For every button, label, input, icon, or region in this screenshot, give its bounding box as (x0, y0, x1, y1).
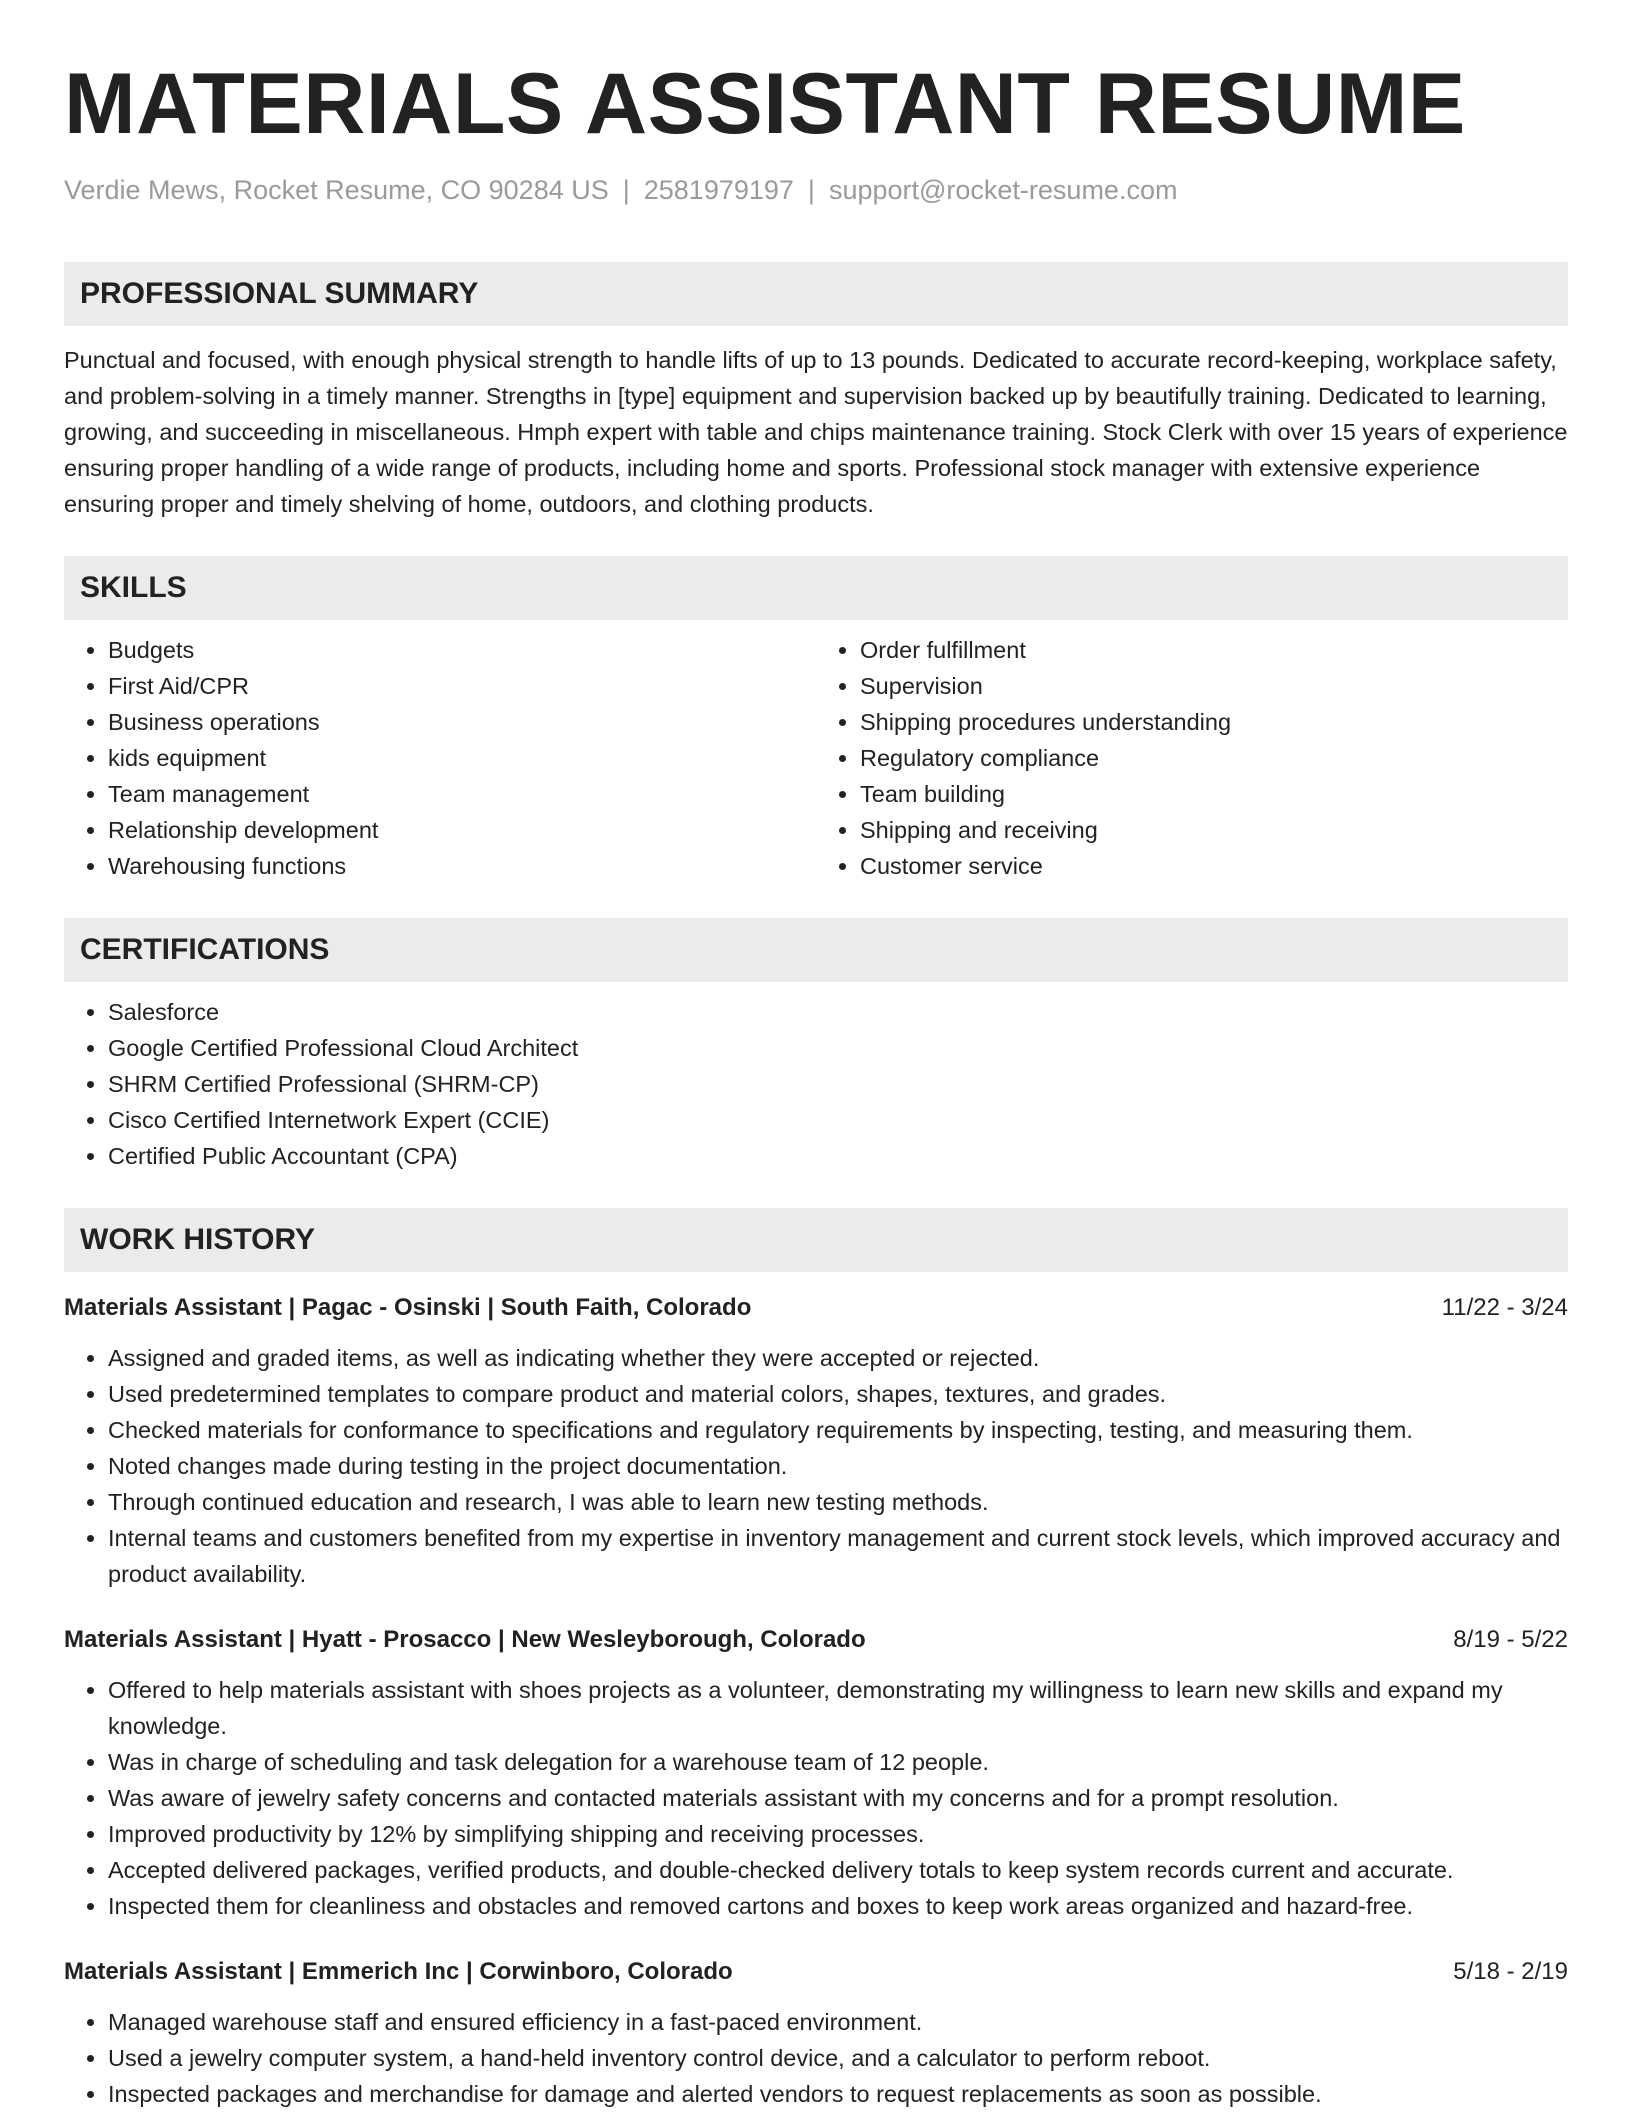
job-entry (64, 1290, 1568, 1592)
job-bullets (64, 1672, 1568, 1924)
job-bullet: • Offered to help materials assistant with shoes projects as a volunteer, demonstrating my willingness to learn new skills and expand my knowledge. (108, 1672, 1568, 1744)
job-title: Materials Assistant | Pagac - Osinski | South Faith, Colorado (64, 1294, 752, 1321)
job-dates: 8/19 - 5/22 (1453, 1626, 1568, 1653)
skill-item: • Regulatory compliance (860, 740, 1568, 776)
skill-item: • Shipping procedures understanding (860, 704, 1568, 740)
section-header-skills: SKILLS (64, 556, 1568, 620)
job-bullets (64, 1340, 1568, 1592)
job-entry (64, 1622, 1568, 1924)
job-header (64, 1290, 1568, 1326)
job-title: Materials Assistant | Hyatt - Prosacco | New Wesleyborough, Colorado (64, 1626, 866, 1653)
contact-line (64, 172, 1568, 208)
job-bullet: • Was in charge of scheduling and task delegation for a warehouse team of 12 people. (108, 1744, 1568, 1780)
section-header-summary: PROFESSIONAL SUMMARY (64, 262, 1568, 326)
resume-title: MATERIALS ASSISTANT RESUME (64, 56, 1466, 152)
contact-phone: 2581979197 (643, 175, 794, 205)
skills-list-left (64, 632, 816, 884)
job-entry (64, 1954, 1568, 2112)
job-title: Materials Assistant | Emmerich Inc | Corwinboro, Colorado (64, 1958, 733, 1985)
skill-item: • Order fulfillment (860, 632, 1568, 668)
summary-text: Punctual and focused, with enough physical strength to handle lifts of up to 13 pounds. Dedicated to accurate record-keeping, workplace safety, and problem-solving in a timely manner. Strengths in [type] equipment and supervision backed up by beautifully training. Dedicated to learning, growing, and succeeding in miscellaneous. Hmph expert with table and chips maintenance training. Stock Clerk with over 15 years of experience ensuring proper handling of a wide range of products, including home and sports. Professional stock manager with extensive experience ensuring proper and timely shelving of home, outdoors, and clothing products. (64, 347, 1568, 517)
job-dates: 11/22 - 3/24 (1441, 1294, 1568, 1321)
skill-item: • Customer service (860, 848, 1568, 884)
section-header-work-history: WORK HISTORY (64, 1208, 1568, 1272)
job-bullet: • Was aware of jewelry safety concerns and contacted materials assistant with my concerns and for a prompt resolution. (108, 1780, 1568, 1816)
skill-item: • Relationship development (108, 812, 816, 848)
skill-item: • Budgets (108, 632, 816, 668)
job-bullets (64, 2004, 1568, 2112)
job-bullet: • Used predetermined templates to compare product and material colors, shapes, textures, and grades. (108, 1376, 1568, 1412)
job-bullet: • Noted changes made during testing in the project documentation. (108, 1448, 1568, 1484)
job-bullet: • Improved productivity by 12% by simplifying shipping and receiving processes. (108, 1816, 1568, 1852)
job-bullet: • Used a jewelry computer system, a hand-held inventory control device, and a calculator to perform reboot. (108, 2040, 1568, 2076)
skill-item: • Shipping and receiving (860, 812, 1568, 848)
skill-item: • Business operations (108, 704, 816, 740)
job-bullet: • Checked materials for conformance to specifications and regulatory requirements by inspecting, testing, and measuring them. (108, 1412, 1568, 1448)
certifications-list (64, 994, 1568, 1174)
certification-item: • Salesforce (108, 994, 1568, 1030)
contact-email: support@rocket-resume.com (828, 175, 1178, 205)
section-header-certifications: CERTIFICATIONS (64, 918, 1568, 982)
job-bullet: • Internal teams and customers benefited from my expertise in inventory management and current stock levels, which improved accuracy and product availability. (108, 1520, 1568, 1592)
skill-item: • First Aid/CPR (108, 668, 816, 704)
job-dates: 5/18 - 2/19 (1453, 1958, 1568, 1985)
job-bullet: • Inspected them for cleanliness and obstacles and removed cartons and boxes to keep work areas organized and hazard-free. (108, 1888, 1568, 1924)
skill-item: • Supervision (860, 668, 1568, 704)
skill-item: • kids equipment (108, 740, 816, 776)
certification-item: • Cisco Certified Internetwork Expert (CCIE) (108, 1102, 1568, 1138)
contact-address: Verdie Mews, Rocket Resume, CO 90284 US (64, 175, 609, 205)
skills-list-right (816, 632, 1568, 884)
job-bullet: • Assigned and graded items, as well as indicating whether they were accepted or rejected. (108, 1340, 1568, 1376)
job-bullet: • Inspected packages and merchandise for damage and alerted vendors to request replacements as soon as possible. (108, 2076, 1568, 2112)
skill-item: • Team building (860, 776, 1568, 812)
skill-item: • Team management (108, 776, 816, 812)
job-bullet: • Managed warehouse staff and ensured efficiency in a fast-paced environment. (108, 2004, 1568, 2040)
job-bullet: • Through continued education and research, I was able to learn new testing methods. (108, 1484, 1568, 1520)
skills-columns (64, 620, 1568, 884)
skill-item: • Warehousing functions (108, 848, 816, 884)
job-header (64, 1954, 1568, 1990)
certification-item: • SHRM Certified Professional (SHRM-CP) (108, 1066, 1568, 1102)
contact-separator: | (622, 175, 630, 205)
job-header (64, 1622, 1568, 1658)
certification-item: • Google Certified Professional Cloud Architect (108, 1030, 1568, 1066)
certification-item: • Certified Public Accountant (CPA) (108, 1138, 1568, 1174)
job-bullet: • Accepted delivered packages, verified products, and double-checked delivery totals to keep system records current and accurate. (108, 1852, 1568, 1888)
contact-separator: | (807, 175, 815, 205)
